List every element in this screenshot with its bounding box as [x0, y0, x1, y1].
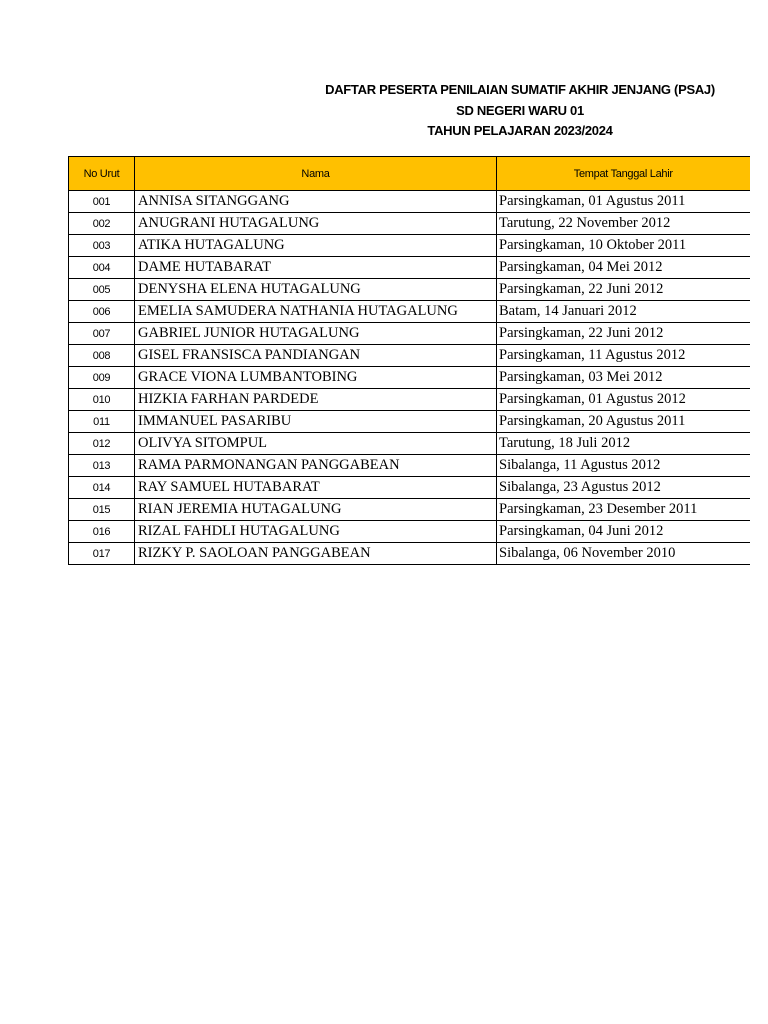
cell-name: HIZKIA FARHAN PARDEDE	[135, 389, 497, 411]
cell-no: 004	[69, 257, 135, 279]
cell-name: ATIKA HUTAGALUNG	[135, 235, 497, 257]
cell-no: 007	[69, 323, 135, 345]
heading-year: TAHUN PELAJARAN 2023/2024	[427, 123, 613, 138]
cell-no: 015	[69, 499, 135, 521]
cell-name: DENYSHA ELENA HUTAGALUNG	[135, 279, 497, 301]
cell-name: RIZKY P. SAOLOAN PANGGABEAN	[135, 543, 497, 565]
table-row	[69, 235, 750, 257]
table-row	[69, 367, 750, 389]
column-header-name: Nama	[135, 157, 497, 191]
table-row	[69, 279, 750, 301]
table-header-row	[69, 157, 750, 191]
table-row	[69, 411, 750, 433]
cell-birth: Parsingkaman, 22 Juni 2012	[497, 323, 750, 345]
table-row	[69, 477, 750, 499]
cell-no: 017	[69, 543, 135, 565]
cell-no: 010	[69, 389, 135, 411]
cell-no: 005	[69, 279, 135, 301]
cell-birth: Tarutung, 18 Juli 2012	[497, 433, 750, 455]
cell-birth: Parsingkaman, 20 Agustus 2011	[497, 411, 750, 433]
table-row	[69, 433, 750, 455]
cell-birth: Parsingkaman, 10 Oktober 2011	[497, 235, 750, 257]
table-row	[69, 323, 750, 345]
table-row	[69, 455, 750, 477]
table-row	[69, 257, 750, 279]
table-row	[69, 499, 750, 521]
cell-no: 009	[69, 367, 135, 389]
cell-name: RAMA PARMONANGAN PANGGABEAN	[135, 455, 497, 477]
cell-no: 008	[69, 345, 135, 367]
cell-name: GISEL FRANSISCA PANDIANGAN	[135, 345, 497, 367]
cell-birth: Parsingkaman, 01 Agustus 2011	[497, 191, 750, 213]
cell-name: RIZAL FAHDLI HUTAGALUNG	[135, 521, 497, 543]
cell-birth: Sibalanga, 06 November 2010	[497, 543, 750, 565]
column-header-no: No Urut	[69, 157, 135, 191]
cell-name: GABRIEL JUNIOR HUTAGALUNG	[135, 323, 497, 345]
cell-birth: Parsingkaman, 04 Mei 2012	[497, 257, 750, 279]
cell-birth: Sibalanga, 11 Agustus 2012	[497, 455, 750, 477]
cell-no: 013	[69, 455, 135, 477]
cell-no: 003	[69, 235, 135, 257]
column-header-birth: Tempat Tanggal Lahir	[497, 157, 750, 191]
cell-no: 014	[69, 477, 135, 499]
cell-name: IMMANUEL PASARIBU	[135, 411, 497, 433]
cell-birth: Parsingkaman, 04 Juni 2012	[497, 521, 750, 543]
table-row	[69, 345, 750, 367]
cell-no: 012	[69, 433, 135, 455]
table-row	[69, 389, 750, 411]
cell-birth: Tarutung, 22 November 2012	[497, 213, 750, 235]
cell-name: RIAN JEREMIA HUTAGALUNG	[135, 499, 497, 521]
heading-title: DAFTAR PESERTA PENILAIAN SUMATIF AKHIR JENJANG (PSAJ)	[325, 82, 715, 97]
table-row	[69, 543, 750, 565]
cell-birth: Parsingkaman, 03 Mei 2012	[497, 367, 750, 389]
cell-name: GRACE VIONA LUMBANTOBING	[135, 367, 497, 389]
cell-birth: Parsingkaman, 11 Agustus 2012	[497, 345, 750, 367]
heading-school: SD NEGERI WARU 01	[456, 102, 584, 118]
cell-name: ANNISA SITANGGANG	[135, 191, 497, 213]
cell-birth: Parsingkaman, 22 Juni 2012	[497, 279, 750, 301]
table-body	[69, 191, 750, 565]
cell-no: 001	[69, 191, 135, 213]
cell-name: EMELIA SAMUDERA NATHANIA HUTAGALUNG	[135, 301, 497, 323]
participant-table	[68, 156, 750, 565]
cell-name: DAME HUTABARAT	[135, 257, 497, 279]
cell-no: 002	[69, 213, 135, 235]
cell-birth: Parsingkaman, 23 Desember 2011	[497, 499, 750, 521]
table-row	[69, 213, 750, 235]
document-heading	[290, 80, 750, 142]
cell-no: 011	[69, 411, 135, 433]
cell-name: ANUGRANI HUTAGALUNG	[135, 213, 497, 235]
cell-name: RAY SAMUEL HUTABARAT	[135, 477, 497, 499]
cell-birth: Sibalanga, 23 Agustus 2012	[497, 477, 750, 499]
cell-no: 016	[69, 521, 135, 543]
cell-no: 006	[69, 301, 135, 323]
cell-name: OLIVYA SITOMPUL	[135, 433, 497, 455]
cell-birth: Batam, 14 Januari 2012	[497, 301, 750, 323]
table-row	[69, 301, 750, 323]
cell-birth: Parsingkaman, 01 Agustus 2012	[497, 389, 750, 411]
table-row	[69, 521, 750, 543]
table-row	[69, 191, 750, 213]
